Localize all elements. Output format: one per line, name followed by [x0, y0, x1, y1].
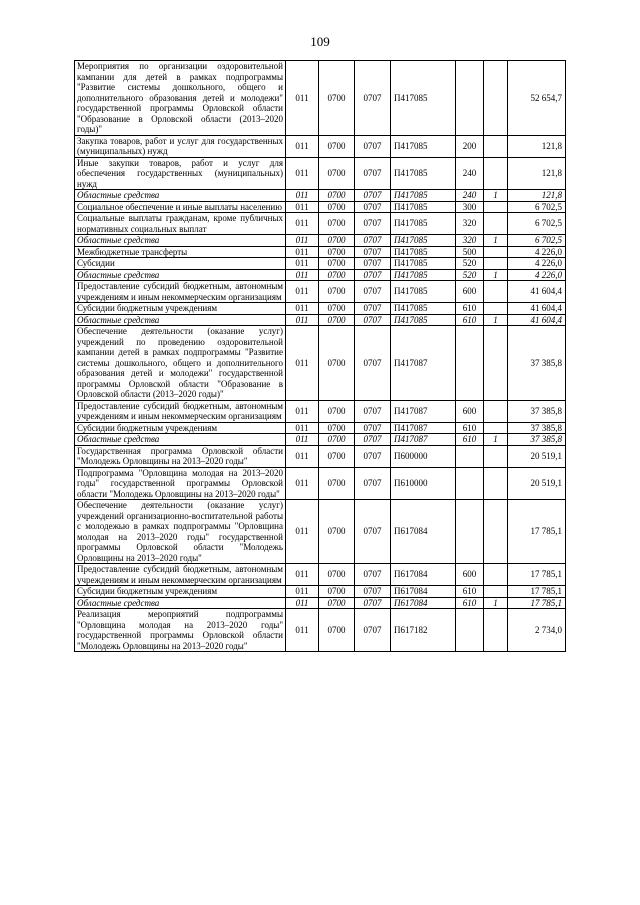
- ministry-code-cell: 011: [286, 269, 319, 281]
- expense-type-cell: 200: [456, 135, 484, 157]
- source-code-cell: [484, 246, 508, 258]
- ministry-code-cell: 011: [286, 213, 319, 235]
- table-row: [75, 609, 566, 652]
- amount-cell: 37 385,8: [508, 326, 566, 401]
- expense-type-cell: 600: [456, 281, 484, 303]
- subsection-code-cell: 0707: [355, 445, 391, 467]
- target-article-cell: П417085: [391, 258, 456, 270]
- row-name-cell: Предоставление субсидий бюджетным, автономным учреждениям и иным некоммерческим организациям: [75, 281, 286, 303]
- target-article-cell: П417087: [391, 434, 456, 446]
- amount-cell: 41 604,4: [508, 303, 566, 315]
- row-name-cell: Обеспечение деятельности (оказание услуг) учреждений по проведению оздоровительной кампании детей в рамках подпрограммы "Развитие системы дошкольного, общего и дополнительного образования детей и молодежи" государственной программы Орловской области "Образование в Орловской области (2013–2020 годы)": [75, 326, 286, 401]
- subsection-code-cell: 0707: [355, 269, 391, 281]
- table-row: [75, 269, 566, 281]
- ministry-code-cell: 011: [286, 609, 319, 652]
- amount-cell: 17 785,1: [508, 500, 566, 564]
- expense-type-cell: 610: [456, 422, 484, 434]
- target-article-cell: П617084: [391, 564, 456, 586]
- ministry-code-cell: 011: [286, 434, 319, 446]
- section-code-cell: 0700: [319, 500, 355, 564]
- source-code-cell: 1: [484, 314, 508, 326]
- target-article-cell: П417085: [391, 135, 456, 157]
- source-code-cell: 1: [484, 269, 508, 281]
- section-code-cell: 0700: [319, 61, 355, 136]
- subsection-code-cell: 0707: [355, 281, 391, 303]
- row-name-cell: Межбюджетные трансферты: [75, 246, 286, 258]
- table-row: [75, 201, 566, 213]
- amount-cell: 121,8: [508, 190, 566, 202]
- section-code-cell: 0700: [319, 281, 355, 303]
- source-code-cell: [484, 258, 508, 270]
- subsection-code-cell: 0707: [355, 303, 391, 315]
- table-row: [75, 303, 566, 315]
- table-row: [75, 326, 566, 401]
- row-name-cell: Предоставление субсидий бюджетным, автономным учреждениям и иным некоммерческим организациям: [75, 400, 286, 422]
- ministry-code-cell: 011: [286, 258, 319, 270]
- target-article-cell: П417087: [391, 326, 456, 401]
- section-code-cell: 0700: [319, 314, 355, 326]
- section-code-cell: 0700: [319, 467, 355, 500]
- ministry-code-cell: 011: [286, 500, 319, 564]
- target-article-cell: П417087: [391, 400, 456, 422]
- target-article-cell: П617084: [391, 500, 456, 564]
- expense-type-cell: 610: [456, 586, 484, 598]
- amount-cell: 41 604,4: [508, 281, 566, 303]
- subsection-code-cell: 0707: [355, 157, 391, 190]
- target-article-cell: П417087: [391, 422, 456, 434]
- expense-type-cell: 610: [456, 597, 484, 609]
- section-code-cell: 0700: [319, 609, 355, 652]
- subsection-code-cell: 0707: [355, 235, 391, 247]
- expense-type-cell: 320: [456, 235, 484, 247]
- row-name-cell: Субсидии бюджетным учреждениям: [75, 422, 286, 434]
- ministry-code-cell: 011: [286, 61, 319, 136]
- source-code-cell: [484, 135, 508, 157]
- table-row: [75, 190, 566, 202]
- section-code-cell: 0700: [319, 303, 355, 315]
- row-name-cell: Подпрограмма "Орловщина молодая на 2013–2020 годы" государственной программы Орловской области "Молодежь Орловщины на 2013–2020 годы": [75, 467, 286, 500]
- source-code-cell: [484, 609, 508, 652]
- target-article-cell: П417085: [391, 314, 456, 326]
- section-code-cell: 0700: [319, 564, 355, 586]
- expense-type-cell: [456, 326, 484, 401]
- row-name-cell: Иные закупки товаров, работ и услуг для обеспечения государственных (муниципальных) нужд: [75, 157, 286, 190]
- row-name-cell: Областные средства: [75, 597, 286, 609]
- amount-cell: 6 702,5: [508, 213, 566, 235]
- subsection-code-cell: 0707: [355, 434, 391, 446]
- source-code-cell: [484, 201, 508, 213]
- section-code-cell: 0700: [319, 400, 355, 422]
- expense-type-cell: 520: [456, 258, 484, 270]
- ministry-code-cell: 011: [286, 597, 319, 609]
- source-code-cell: 1: [484, 190, 508, 202]
- subsection-code-cell: 0707: [355, 326, 391, 401]
- section-code-cell: 0700: [319, 246, 355, 258]
- ministry-code-cell: 011: [286, 135, 319, 157]
- section-code-cell: 0700: [319, 190, 355, 202]
- expense-type-cell: [456, 467, 484, 500]
- target-article-cell: П600000: [391, 445, 456, 467]
- expense-type-cell: [456, 445, 484, 467]
- subsection-code-cell: 0707: [355, 564, 391, 586]
- ministry-code-cell: 011: [286, 303, 319, 315]
- expense-type-cell: 610: [456, 303, 484, 315]
- target-article-cell: П417085: [391, 157, 456, 190]
- subsection-code-cell: 0707: [355, 422, 391, 434]
- expense-type-cell: 300: [456, 201, 484, 213]
- table-row: [75, 246, 566, 258]
- row-name-cell: Социальное обеспечение и иные выплаты населению: [75, 201, 286, 213]
- table-row: [75, 213, 566, 235]
- subsection-code-cell: 0707: [355, 258, 391, 270]
- source-code-cell: [484, 326, 508, 401]
- target-article-cell: П417085: [391, 61, 456, 136]
- table-row: [75, 281, 566, 303]
- expense-type-cell: 610: [456, 314, 484, 326]
- section-code-cell: 0700: [319, 269, 355, 281]
- source-code-cell: [484, 61, 508, 136]
- target-article-cell: П417085: [391, 213, 456, 235]
- row-name-cell: Закупка товаров, работ и услуг для государственных (муниципальных) нужд: [75, 135, 286, 157]
- row-name-cell: Областные средства: [75, 314, 286, 326]
- source-code-cell: [484, 422, 508, 434]
- amount-cell: 6 702,5: [508, 201, 566, 213]
- source-code-cell: [484, 564, 508, 586]
- target-article-cell: П610000: [391, 467, 456, 500]
- section-code-cell: 0700: [319, 586, 355, 598]
- target-article-cell: П417085: [391, 269, 456, 281]
- target-article-cell: П417085: [391, 235, 456, 247]
- amount-cell: 41 604,4: [508, 314, 566, 326]
- source-code-cell: [484, 586, 508, 598]
- subsection-code-cell: 0707: [355, 190, 391, 202]
- target-article-cell: П617182: [391, 609, 456, 652]
- section-code-cell: 0700: [319, 434, 355, 446]
- subsection-code-cell: 0707: [355, 246, 391, 258]
- table-row: [75, 400, 566, 422]
- row-name-cell: Субсидии бюджетным учреждениям: [75, 586, 286, 598]
- amount-cell: 4 226,0: [508, 258, 566, 270]
- table-row: [75, 135, 566, 157]
- source-code-cell: [484, 213, 508, 235]
- amount-cell: 52 654,7: [508, 61, 566, 136]
- row-name-cell: Реализация мероприятий подпрограммы "Орловщина молодая на 2013–2020 годы" государственной программы Орловской области "Молодежь Орловщины на 2013–2020 годы": [75, 609, 286, 652]
- amount-cell: 2 734,0: [508, 609, 566, 652]
- amount-cell: 37 385,8: [508, 422, 566, 434]
- subsection-code-cell: 0707: [355, 586, 391, 598]
- source-code-cell: [484, 445, 508, 467]
- target-article-cell: П417085: [391, 303, 456, 315]
- ministry-code-cell: 011: [286, 422, 319, 434]
- amount-cell: 20 519,1: [508, 467, 566, 500]
- table-row: [75, 500, 566, 564]
- subsection-code-cell: 0707: [355, 213, 391, 235]
- section-code-cell: 0700: [319, 213, 355, 235]
- source-code-cell: [484, 303, 508, 315]
- subsection-code-cell: 0707: [355, 400, 391, 422]
- source-code-cell: 1: [484, 434, 508, 446]
- expense-type-cell: 600: [456, 400, 484, 422]
- row-name-cell: Областные средства: [75, 269, 286, 281]
- source-code-cell: [484, 157, 508, 190]
- table-row: [75, 235, 566, 247]
- source-code-cell: [484, 400, 508, 422]
- ministry-code-cell: 011: [286, 235, 319, 247]
- table-row: [75, 597, 566, 609]
- ministry-code-cell: 011: [286, 400, 319, 422]
- row-name-cell: Областные средства: [75, 434, 286, 446]
- amount-cell: 20 519,1: [508, 445, 566, 467]
- subsection-code-cell: 0707: [355, 597, 391, 609]
- expense-type-cell: [456, 609, 484, 652]
- expense-type-cell: 240: [456, 190, 484, 202]
- table-row: [75, 434, 566, 446]
- section-code-cell: 0700: [319, 422, 355, 434]
- target-article-cell: П617084: [391, 597, 456, 609]
- section-code-cell: 0700: [319, 326, 355, 401]
- source-code-cell: [484, 281, 508, 303]
- expense-type-cell: [456, 500, 484, 564]
- subsection-code-cell: 0707: [355, 500, 391, 564]
- page-number: 109: [310, 34, 330, 49]
- amount-cell: 17 785,1: [508, 564, 566, 586]
- section-code-cell: 0700: [319, 445, 355, 467]
- ministry-code-cell: 011: [286, 201, 319, 213]
- ministry-code-cell: 011: [286, 467, 319, 500]
- source-code-cell: 1: [484, 597, 508, 609]
- target-article-cell: П417085: [391, 190, 456, 202]
- row-name-cell: Субсидии бюджетным учреждениям: [75, 303, 286, 315]
- target-article-cell: П417085: [391, 201, 456, 213]
- section-code-cell: 0700: [319, 135, 355, 157]
- amount-cell: 17 785,1: [508, 597, 566, 609]
- budget-table: [74, 60, 566, 652]
- target-article-cell: П617084: [391, 586, 456, 598]
- expense-type-cell: 600: [456, 564, 484, 586]
- ministry-code-cell: 011: [286, 326, 319, 401]
- subsection-code-cell: 0707: [355, 201, 391, 213]
- expense-type-cell: 500: [456, 246, 484, 258]
- ministry-code-cell: 011: [286, 190, 319, 202]
- row-name-cell: Мероприятия по организации оздоровительной кампании для детей в рамках подпрограммы "Развитие системы дошкольного, общего и дополнительного образования детей и молодежи" государственной программы Орловской области "Образование в Орловской области (2013–2020 годы)": [75, 61, 286, 136]
- expense-type-cell: 520: [456, 269, 484, 281]
- section-code-cell: 0700: [319, 157, 355, 190]
- table-row: [75, 564, 566, 586]
- row-name-cell: Областные средства: [75, 235, 286, 247]
- ministry-code-cell: 011: [286, 246, 319, 258]
- row-name-cell: Обеспечение деятельности (оказание услуг) учреждений организационно-воспитательной работы с молодежью в рамках подпрограммы "Орловщина молодая на 2013–2020 годы" государственной программы Орловской области "Молодежь Орловщины на 2013–2020 годы": [75, 500, 286, 564]
- table-row: [75, 445, 566, 467]
- row-name-cell: Предоставление субсидий бюджетным, автономным учреждениям и иным некоммерческим организациям: [75, 564, 286, 586]
- expense-type-cell: [456, 61, 484, 136]
- amount-cell: 17 785,1: [508, 586, 566, 598]
- row-name-cell: Областные средства: [75, 190, 286, 202]
- table-row: [75, 586, 566, 598]
- amount-cell: 37 385,8: [508, 434, 566, 446]
- ministry-code-cell: 011: [286, 157, 319, 190]
- target-article-cell: П417085: [391, 246, 456, 258]
- expense-type-cell: 610: [456, 434, 484, 446]
- ministry-code-cell: 011: [286, 564, 319, 586]
- amount-cell: 37 385,8: [508, 400, 566, 422]
- source-code-cell: 1: [484, 235, 508, 247]
- row-name-cell: Государственная программа Орловской области "Молодежь Орловщины на 2013–2020 годы": [75, 445, 286, 467]
- amount-cell: 4 226,0: [508, 269, 566, 281]
- source-code-cell: [484, 500, 508, 564]
- amount-cell: 121,8: [508, 157, 566, 190]
- section-code-cell: 0700: [319, 201, 355, 213]
- section-code-cell: 0700: [319, 258, 355, 270]
- row-name-cell: Субсидии: [75, 258, 286, 270]
- expense-type-cell: 320: [456, 213, 484, 235]
- section-code-cell: 0700: [319, 597, 355, 609]
- expense-type-cell: 240: [456, 157, 484, 190]
- table-row: [75, 157, 566, 190]
- row-name-cell: Социальные выплаты гражданам, кроме публичных нормативных социальных выплат: [75, 213, 286, 235]
- table-row: [75, 467, 566, 500]
- ministry-code-cell: 011: [286, 586, 319, 598]
- ministry-code-cell: 011: [286, 445, 319, 467]
- ministry-code-cell: 011: [286, 281, 319, 303]
- table-row: [75, 258, 566, 270]
- ministry-code-cell: 011: [286, 314, 319, 326]
- amount-cell: 6 702,5: [508, 235, 566, 247]
- table-row: [75, 422, 566, 434]
- subsection-code-cell: 0707: [355, 314, 391, 326]
- section-code-cell: 0700: [319, 235, 355, 247]
- target-article-cell: П417085: [391, 281, 456, 303]
- subsection-code-cell: 0707: [355, 467, 391, 500]
- subsection-code-cell: 0707: [355, 61, 391, 136]
- table-row: [75, 61, 566, 136]
- subsection-code-cell: 0707: [355, 609, 391, 652]
- subsection-code-cell: 0707: [355, 135, 391, 157]
- amount-cell: 121,8: [508, 135, 566, 157]
- table-row: [75, 314, 566, 326]
- source-code-cell: [484, 467, 508, 500]
- amount-cell: 4 226,0: [508, 246, 566, 258]
